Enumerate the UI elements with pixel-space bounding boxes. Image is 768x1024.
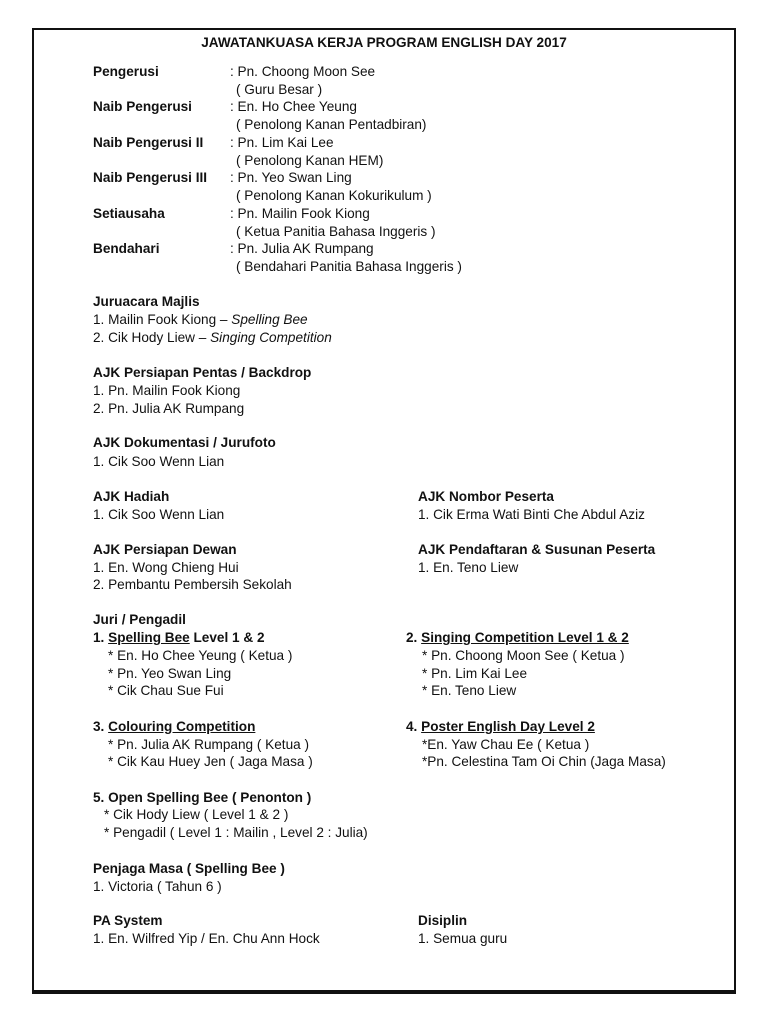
role-label: Pengerusi [93, 64, 159, 79]
list-item: 1. Cik Erma Wati Binti Che Abdul Aziz [418, 507, 645, 522]
section-heading-pa-system: PA System [93, 913, 163, 928]
officer-note: ( Penolong Kanan Pentadbiran) [236, 117, 427, 132]
list-item: 1. En. Teno Liew [418, 560, 519, 575]
section-heading-penjaga-masa: Penjaga Masa ( Spelling Bee ) [93, 861, 285, 876]
officer-name: : Pn. Lim Kai Lee [230, 135, 334, 150]
section-heading-pentas: AJK Persiapan Pentas / Backdrop [93, 365, 312, 380]
officer-name: : Pn. Choong Moon See [230, 64, 376, 79]
juri-group-heading: 5. Open Spelling Bee ( Penonton ) [93, 790, 312, 805]
juri-member: *Pn. Celestina Tam Oi Chin (Jaga Masa) [422, 754, 666, 769]
section-heading-disiplin: Disiplin [418, 913, 468, 928]
list-item: 1. Victoria ( Tahun 6 ) [93, 879, 222, 894]
list-item: 1. Pn. Mailin Fook Kiong [93, 383, 241, 398]
list-item: 1. En. Wilfred Yip / En. Chu Ann Hock [93, 931, 320, 946]
juri-member: * Cik Hody Liew ( Level 1 & 2 ) [104, 807, 289, 822]
officer-name: : Pn. Julia AK Rumpang [230, 241, 374, 256]
officer-note: ( Bendahari Panitia Bahasa Inggeris ) [236, 259, 462, 274]
section-heading-nombor-peserta: AJK Nombor Peserta [418, 489, 554, 504]
officer-note: ( Guru Besar ) [236, 82, 323, 97]
frame-border-left [32, 28, 34, 994]
list-item: 2. Pn. Julia AK Rumpang [93, 401, 245, 416]
juri-group-heading: 1. Spelling Bee Level 1 & 2 [93, 630, 265, 645]
list-item: 1. Cik Soo Wenn Lian [93, 454, 225, 469]
juri-member: * Cik Kau Huey Jen ( Jaga Masa ) [108, 754, 313, 769]
officer-note: ( Ketua Panitia Bahasa Inggeris ) [236, 224, 436, 239]
list-item: 2. Pembantu Pembersih Sekolah [93, 577, 292, 592]
role-label: Setiausaha [93, 206, 165, 221]
section-heading-hadiah: AJK Hadiah [93, 489, 170, 504]
section-heading-dokumentasi: AJK Dokumentasi / Jurufoto [93, 435, 276, 450]
list-item: 1. Cik Soo Wenn Lian [93, 507, 225, 522]
section-heading-juruacara: Juruacara Majlis [93, 294, 200, 309]
juri-group-heading: 3. Colouring Competition [93, 719, 256, 734]
document-title: JAWATANKUASA KERJA PROGRAM ENGLISH DAY 2017 [201, 35, 567, 50]
juri-member: * En. Ho Chee Yeung ( Ketua ) [108, 648, 293, 663]
officer-note: ( Penolong Kanan HEM) [236, 153, 384, 168]
officer-name: : Pn. Mailin Fook Kiong [230, 206, 370, 221]
juri-group-heading: 4. Poster English Day Level 2 [406, 719, 595, 734]
juri-member: * Pn. Lim Kai Lee [422, 666, 528, 681]
frame-border-bottom [32, 990, 736, 994]
role-label: Naib Pengerusi II [93, 135, 204, 150]
list-item: 1. Mailin Fook Kiong – Spelling Bee [93, 312, 308, 327]
juri-member: * En. Teno Liew [422, 683, 517, 698]
section-heading-dewan: AJK Persiapan Dewan [93, 542, 237, 557]
role-label: Bendahari [93, 241, 160, 256]
officer-name: : En. Ho Chee Yeung [230, 99, 357, 114]
list-item: 1. Semua guru [418, 931, 508, 946]
frame-border-right [734, 28, 736, 994]
juri-member: * Pengadil ( Level 1 : Mailin , Level 2 : Julia) [104, 825, 368, 840]
juri-member: *En. Yaw Chau Ee ( Ketua ) [422, 737, 590, 752]
role-label: Naib Pengerusi [93, 99, 192, 114]
juri-member: * Pn. Choong Moon See ( Ketua ) [422, 648, 625, 663]
juri-member: * Pn. Julia AK Rumpang ( Ketua ) [108, 737, 309, 752]
list-item: 1. En. Wong Chieng Hui [93, 560, 239, 575]
juri-group-heading: 2. Singing Competition Level 1 & 2 [406, 630, 629, 645]
frame-border-top [32, 28, 736, 30]
role-label: Naib Pengerusi III [93, 170, 208, 185]
juri-member: * Pn. Yeo Swan Ling [108, 666, 232, 681]
section-heading-pendaftaran: AJK Pendaftaran & Susunan Peserta [418, 542, 656, 557]
officer-note: ( Penolong Kanan Kokurikulum ) [236, 188, 432, 203]
officer-name: : Pn. Yeo Swan Ling [230, 170, 352, 185]
juri-member: * Cik Chau Sue Fui [108, 683, 224, 698]
section-heading-juri: Juri / Pengadil [93, 612, 186, 627]
list-item: 2. Cik Hody Liew – Singing Competition [93, 330, 332, 345]
